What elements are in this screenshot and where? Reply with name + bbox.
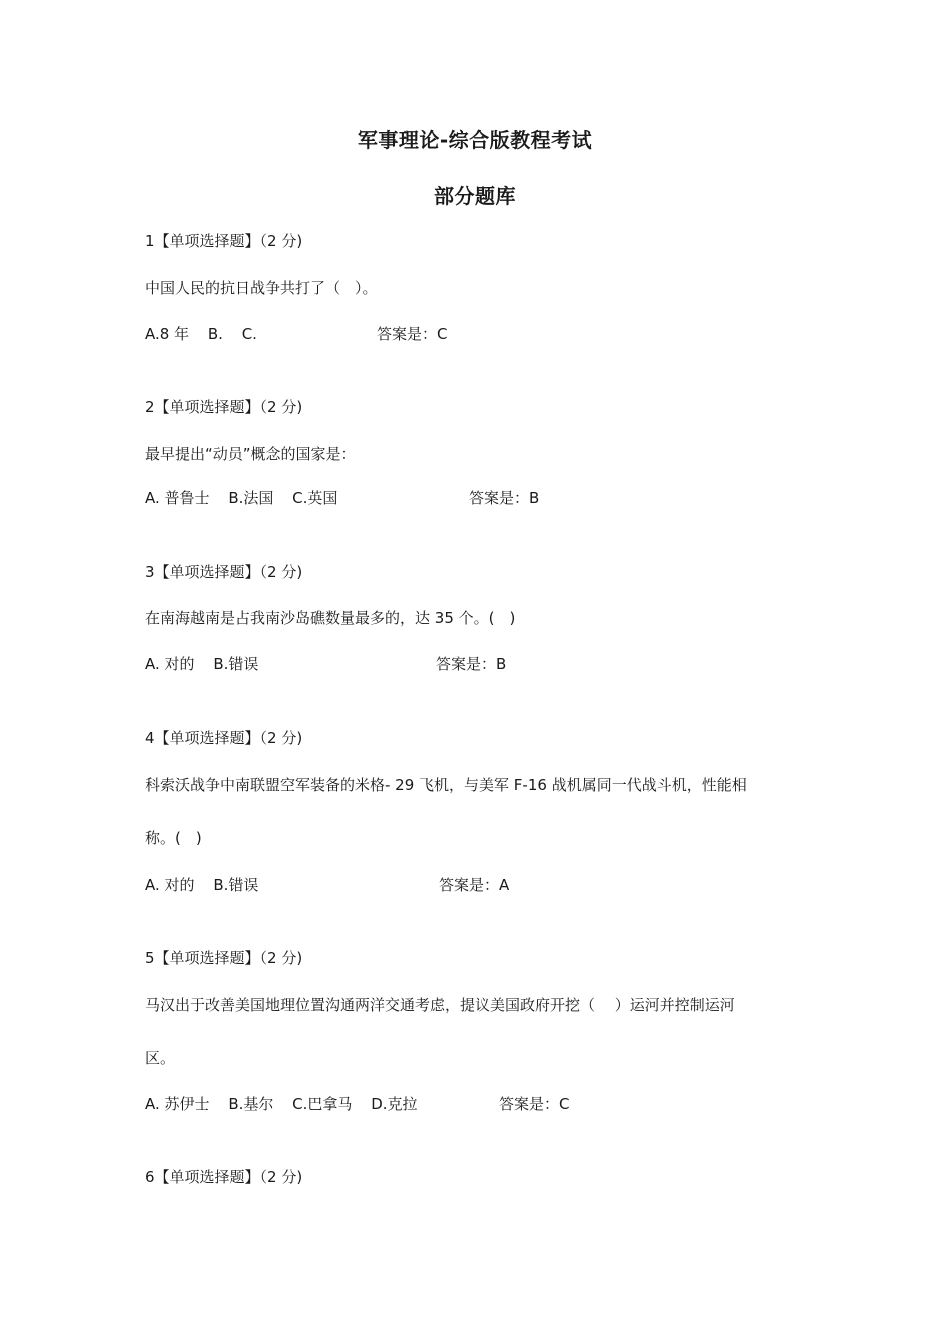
option-a: A. 苏伊士: [145, 1095, 210, 1113]
option-b: B.基尔: [228, 1095, 274, 1113]
question-header: 2【单项选择题】（2 分): [145, 398, 303, 416]
question-stem: 科索沃战争中南联盟空军装备的米格- 29 飞机，与美军 F-16 战机属同一代战斗机，性能相: [145, 776, 747, 794]
question-stem-continued: 称。( ): [145, 829, 202, 847]
option-a: A. 对的: [145, 876, 195, 894]
option-b: B.法国: [228, 489, 274, 507]
question-stem-continued: 区。: [145, 1049, 176, 1067]
answer-text: 答案是：B: [436, 655, 507, 673]
option-a: A. 普鲁士: [145, 489, 210, 507]
option-a: A.8 年: [145, 325, 190, 343]
question-stem: 在南海越南是占我南沙岛礁数量最多的，达 35 个。( ): [145, 609, 516, 627]
question-options: [145, 324, 271, 344]
question-stem: 最早提出“动员”概念的国家是：: [145, 445, 356, 463]
question-header: 5【单项选择题】（2 分): [145, 949, 303, 967]
question-options: [145, 875, 272, 895]
question-options: [145, 654, 272, 674]
option-c: C.英国: [292, 489, 338, 507]
question-options: [145, 1094, 432, 1114]
option-b: B.: [207, 325, 223, 343]
document-subtitle: 部分题库: [434, 184, 516, 208]
document-title: 军事理论-综合版教程考试: [357, 128, 593, 152]
option-b: B.错误: [213, 876, 259, 894]
question-stem: 马汉出于改善美国地理位置沟通两洋交通考虑，提议美国政府开挖（ ）运河并控制运河: [145, 996, 735, 1014]
question-header: 6【单项选择题】（2 分): [145, 1168, 303, 1186]
question-header: 1【单项选择题】（2 分): [145, 232, 303, 250]
option-c: C.: [241, 325, 257, 343]
option-c: C.巴拿马: [292, 1095, 353, 1113]
answer-text: 答案是：C: [499, 1095, 570, 1113]
option-b: B.错误: [213, 655, 259, 673]
question-header: 4【单项选择题】（2 分): [145, 729, 303, 747]
question-options: [145, 488, 351, 508]
question-stem: 中国人民的抗日战争共打了（ ）。: [145, 279, 378, 297]
question-header: 3【单项选择题】（2 分): [145, 563, 303, 581]
answer-text: 答案是：B: [469, 489, 540, 507]
answer-text: 答案是：A: [439, 876, 510, 894]
option-d: D.克拉: [371, 1095, 418, 1113]
answer-text: 答案是：C: [377, 325, 448, 343]
option-a: A. 对的: [145, 655, 195, 673]
